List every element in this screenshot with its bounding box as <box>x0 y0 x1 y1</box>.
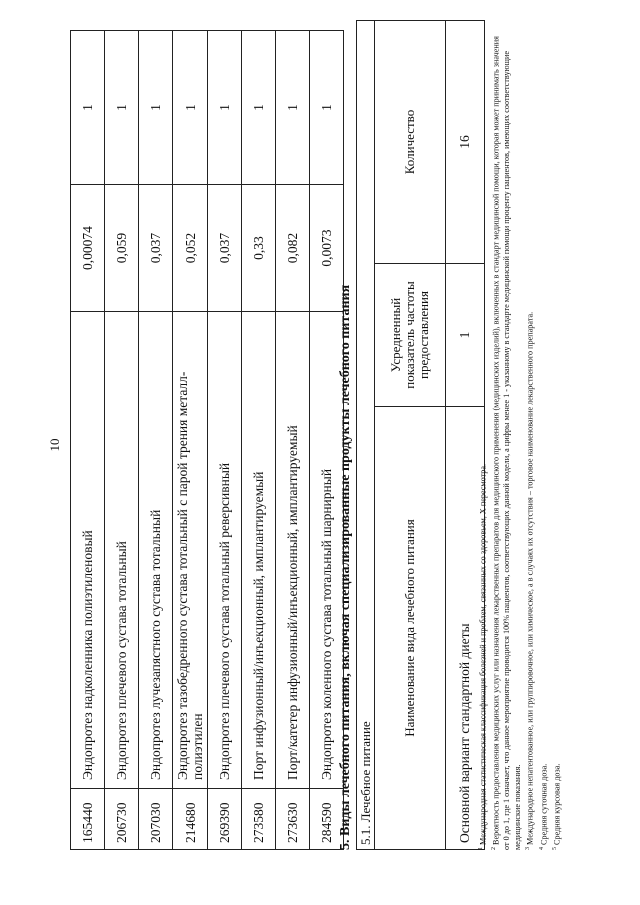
implant-qty-cell: 1 <box>105 31 139 185</box>
footnote-mark: 2 <box>491 847 498 850</box>
nutrition-subsection-row <box>357 21 375 850</box>
implant-qty-cell: 1 <box>276 31 310 185</box>
implant-qty-cell: 1 <box>310 31 344 185</box>
implant-freq-cell: 0,037 <box>208 185 242 312</box>
implant-row <box>276 31 310 850</box>
implant-row <box>105 31 139 850</box>
nutrition-name-cell: Основной вариант стандартной диеты <box>446 407 485 850</box>
implant-code-cell: 207030 <box>139 789 173 850</box>
footnote-text: Международное непатентованное, или группировочное, или химическое, а в случаях их отсутствия – торговое наименование лекарственного препарата. <box>526 311 536 845</box>
implant-name-cell: Эндопротез надколенника полиэтиленовый <box>71 312 105 789</box>
nutrition-header-row <box>375 21 446 850</box>
implant-qty-cell: 1 <box>71 31 105 185</box>
footnote-text: Вероятность предоставления медицинских услуг или назначения лекарственных препаратов для медицинского применения (медицинских изделий), включенных в стандарт медицинской помощи, которая может принимать значения от 0 до 1, где 1 означает, что данное мероприятие проводится 100% пациентов, соответствующих данной модели, а цифры менее 1 - указанному в стандарте медицинской помощи проценту пациентов, имеющих соответствующие медицинские показания. <box>491 36 522 850</box>
implant-qty-cell: 1 <box>139 31 173 185</box>
nutrition-freq-cell: 1 <box>446 264 485 407</box>
implant-code-cell: 284590 <box>310 789 344 850</box>
implant-code-cell: 273580 <box>242 789 276 850</box>
implant-freq-cell: 0,052 <box>173 185 208 312</box>
implant-name-cell: Эндопротез тазобедренного сустава тотальный с парой трения металл-полиэтилен <box>173 312 208 789</box>
implant-row <box>242 31 276 850</box>
implant-qty-cell: 1 <box>242 31 276 185</box>
header-name: Наименование вида лечебного питания <box>375 407 446 850</box>
implant-code-cell: 273630 <box>276 789 310 850</box>
implant-code-cell: 206730 <box>105 789 139 850</box>
nutrition-table <box>356 20 485 850</box>
implant-name-cell: Эндопротез лучезапястного сустава тотальный <box>139 312 173 789</box>
footnote-mark: 4 <box>538 847 545 850</box>
header-qty: Количество <box>375 21 446 264</box>
implant-freq-cell: 0,082 <box>276 185 310 312</box>
implant-name-cell: Эндопротез коленного сустава тотальный шарнирный <box>310 312 344 789</box>
page-content <box>0 30 640 850</box>
footnote-3 <box>523 30 536 850</box>
footnote-text: Средняя курсовая доза. <box>552 763 562 845</box>
implant-code-cell: 214680 <box>173 789 208 850</box>
implant-name-cell: Порт инфузионный/инъекционный, имплантируемый <box>242 312 276 789</box>
implant-row <box>139 31 173 850</box>
footnote-2 <box>489 30 523 850</box>
implant-code-cell: 165440 <box>71 789 105 850</box>
implant-freq-cell: 0,00074 <box>71 185 105 312</box>
footnote-5 <box>550 30 563 850</box>
implant-freq-cell: 0,33 <box>242 185 276 312</box>
footnotes <box>476 30 563 850</box>
implants-table <box>70 30 344 850</box>
implant-code-cell: 269390 <box>208 789 242 850</box>
footnote-1 <box>476 30 489 850</box>
footnote-text: Международная статистическая классификация болезней и проблем, связанных со здоровьем, X пересмотра. <box>478 463 488 845</box>
implant-freq-cell: 0,0073 <box>310 185 344 312</box>
section-5-title: 5. Виды лечебного питания, включая специализированные продукты лечебного питания <box>338 284 353 850</box>
header-freq: Усредненный показатель частоты предоставления <box>375 264 446 407</box>
implant-name-cell: Эндопротез плечевого сустава тотальный <box>105 312 139 789</box>
page-number: 10 <box>47 438 62 452</box>
footnote-text: Средняя суточная доза. <box>539 763 549 845</box>
implant-qty-cell: 1 <box>208 31 242 185</box>
footnote-mark: 3 <box>525 847 532 850</box>
implant-row <box>173 31 208 850</box>
footnote-mark: 1 <box>478 847 484 850</box>
implant-row <box>71 31 105 850</box>
footnote-mark: 5 <box>551 847 558 850</box>
implant-row <box>208 31 242 850</box>
implant-name-cell: Эндопротез плечевого сустава тотальный реверсивный <box>208 312 242 789</box>
nutrition-qty-cell: 16 <box>446 21 485 264</box>
implant-name-cell: Порт/катетер инфузионный/инъекционный, имплантируемый <box>276 312 310 789</box>
nutrition-subsection-title: 5.1. Лечебное питание <box>357 21 375 850</box>
implant-freq-cell: 0,059 <box>105 185 139 312</box>
implant-qty-cell: 1 <box>173 31 208 185</box>
footnote-4 <box>537 30 550 850</box>
implant-freq-cell: 0,037 <box>139 185 173 312</box>
